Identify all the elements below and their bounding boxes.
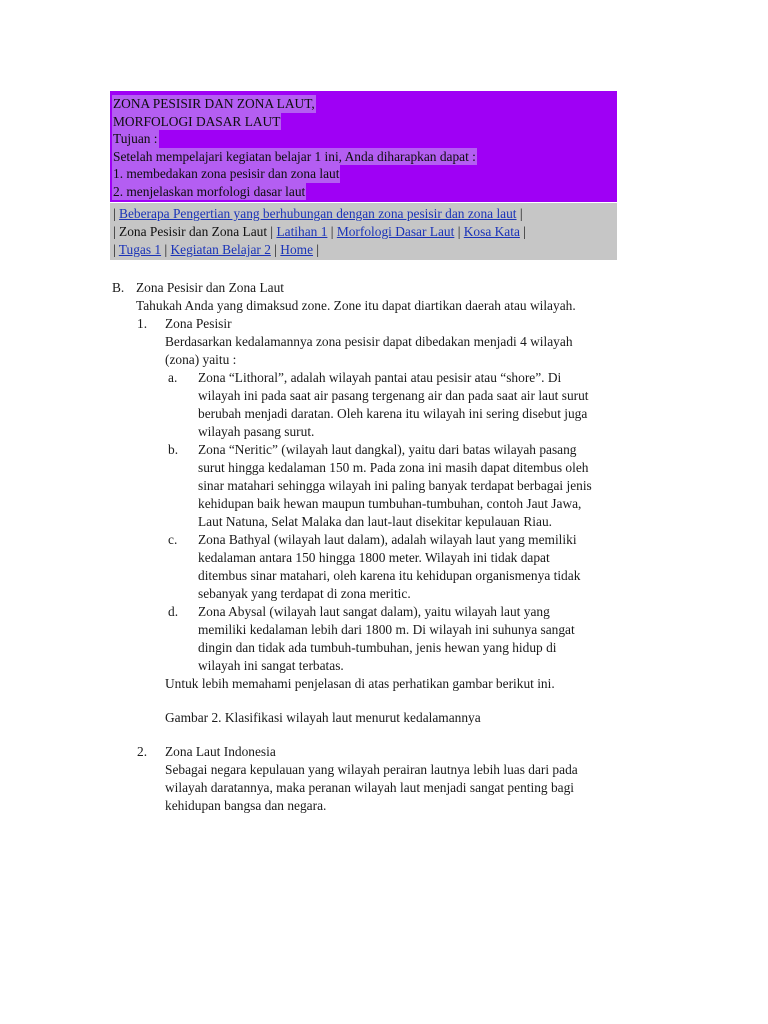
header-title-line-2: MORFOLOGI DASAR LAUT [113, 113, 281, 129]
item-desc-line: wilayah daratannya, maka peranan wilayah laut menjadi sangat penting bagi [165, 780, 575, 795]
nav-separator: | [113, 242, 116, 257]
nav-separator: | [113, 206, 116, 221]
sub-marker: b. [168, 442, 179, 457]
nav-separator: | [270, 224, 274, 239]
sub-item-lithoral [112, 369, 652, 441]
item-title: Zona Laut Indonesia [165, 744, 276, 759]
nav-separator: | [523, 224, 526, 239]
nav-link-morfologi[interactable]: Morfologi Dasar Laut [336, 224, 455, 239]
sub-item-line: memiliki kedalaman lebih dari 1800 m. Di wilayah ini suhunya sangat [198, 622, 575, 637]
sub-item-bathyal [112, 531, 652, 603]
header-objective-label: Tujuan : [113, 131, 158, 146]
sub-item-neritic [112, 441, 652, 531]
header-objective-text: Setelah mempelajari kegiatan belajar 1 ini, Anda diharapkan dapat : [113, 148, 476, 164]
list-item-zona-laut-indonesia [112, 743, 652, 815]
nav-separator: | [316, 242, 320, 257]
nav-line-2 [113, 223, 617, 241]
nav-separator: | [113, 224, 116, 239]
nav-line-1 [113, 205, 617, 223]
nav-line-3 [113, 241, 617, 259]
spacer [112, 727, 652, 743]
header-title-line-1: ZONA PESISIR DAN ZONA LAUT, [113, 96, 315, 111]
sub-item-line: Zona “Neritic” (wilayah laut dangkal), yaitu dari batas wilayah pasang [198, 442, 577, 457]
navigation-bar [110, 203, 617, 260]
nav-separator: | [519, 206, 523, 221]
header-objective-1: 1. membedakan zona pesisir dan zona laut [113, 166, 340, 181]
figure-caption: Gambar 2. Klasifikasi wilayah laut menurut kedalamannya [165, 710, 481, 725]
sub-item-line: ditembus sinar matahari, oleh karena itu kehidupan organismenya tidak [198, 568, 581, 583]
sub-item-line: kehidupan baik hewan maupun tumbuhan-tumbuhan, contoh Jaut Jawa, [198, 496, 582, 511]
nav-link-kegiatan-belajar-2[interactable]: Kegiatan Belajar 2 [170, 242, 271, 257]
nav-separator: | [457, 224, 461, 239]
sub-item-line: kedalaman antara 150 hingga 1800 meter. Wilayah ini tidak dapat [198, 550, 550, 565]
item-desc-line: Berdasarkan kedalamannya zona pesisir dapat dibedakan menjadi 4 wilayah [165, 334, 573, 349]
nav-separator: | [164, 242, 168, 257]
nav-link-tugas[interactable]: Tugas 1 [118, 242, 162, 257]
item-desc-line: (zona) yaitu : [165, 352, 237, 367]
spacer [112, 693, 652, 709]
list-marker: 2. [137, 744, 148, 759]
sub-item-line: Zona Bathyal (wilayah laut dalam), adalah wilayah laut yang memiliki [198, 532, 577, 547]
sub-item-abysal [112, 603, 652, 675]
section-title: Zona Pesisir dan Zona Laut [136, 280, 285, 295]
sub-item-line: wilayah ini pada saat air pasang tergenang air dan pada saat air laut surut [198, 388, 589, 403]
nav-separator: | [274, 242, 277, 257]
sub-item-line: Laut Natuna, Selat Malaka dan laut-laut disekitar kepulauan Riau. [198, 514, 552, 529]
sub-marker: d. [168, 604, 179, 619]
sub-item-line: Zona “Lithoral”, adalah wilayah pantai atau pesisir atau “shore”. Di [198, 370, 562, 385]
sub-marker: a. [168, 370, 178, 385]
section-heading [112, 279, 652, 297]
item-desc-line: kehidupan bangsa dan negara. [165, 798, 327, 813]
header-block [110, 91, 617, 202]
sub-item-line: surut hingga kedalaman 150 m. Pada zona ini masih dapat ditembus oleh [198, 460, 589, 475]
nav-separator: | [330, 224, 334, 239]
section-content [112, 279, 652, 815]
sub-item-line: sebanyak yang terdapat di zona meritic. [198, 586, 411, 601]
sub-item-line: dingin dan tidak ada tumbuh-tumbuhan, jenis hewan yang hidup di [198, 640, 557, 655]
section-intro: Tahukah Anda yang dimaksud zone. Zone itu dapat diartikan daerah atau wilayah. [136, 298, 576, 313]
sub-item-line: wilayah ini sangat terbatas. [198, 658, 344, 673]
nav-link-latihan[interactable]: Latihan 1 [276, 224, 328, 239]
sub-item-line: sinar matahari sehingga wilayah ini paling banyak terdapat berbagai jenis [198, 478, 592, 493]
sub-item-line: berubah menjadi daratan. Oleh karena itu wilayah ini sering disebut juga [198, 406, 588, 421]
item-desc-line: Sebagai negara kepulauan yang wilayah perairan lautnya lebih luas dari pada [165, 762, 578, 777]
list-item-zona-pesisir [112, 315, 652, 369]
sub-item-line: wilayah pasang surut. [198, 424, 315, 439]
figure-note: Untuk lebih memahami penjelasan di atas perhatikan gambar berikut ini. [165, 676, 555, 691]
sub-marker: c. [168, 532, 178, 547]
nav-current-page: Zona Pesisir dan Zona Laut [119, 224, 268, 239]
sub-item-line: Zona Abysal (wilayah laut sangat dalam), yaitu wilayah laut yang [198, 604, 550, 619]
nav-link-home[interactable]: Home [280, 242, 314, 257]
item-title: Zona Pesisir [165, 316, 232, 331]
nav-link-pengertian[interactable]: Beberapa Pengertian yang berhubungan dengan zona pesisir dan zona laut [119, 206, 517, 221]
section-marker: B. [112, 280, 125, 295]
header-objective-2: 2. menjelaskan morfologi dasar laut [113, 183, 306, 199]
nav-link-kosa-kata[interactable]: Kosa Kata [463, 224, 520, 239]
list-marker: 1. [137, 316, 148, 331]
